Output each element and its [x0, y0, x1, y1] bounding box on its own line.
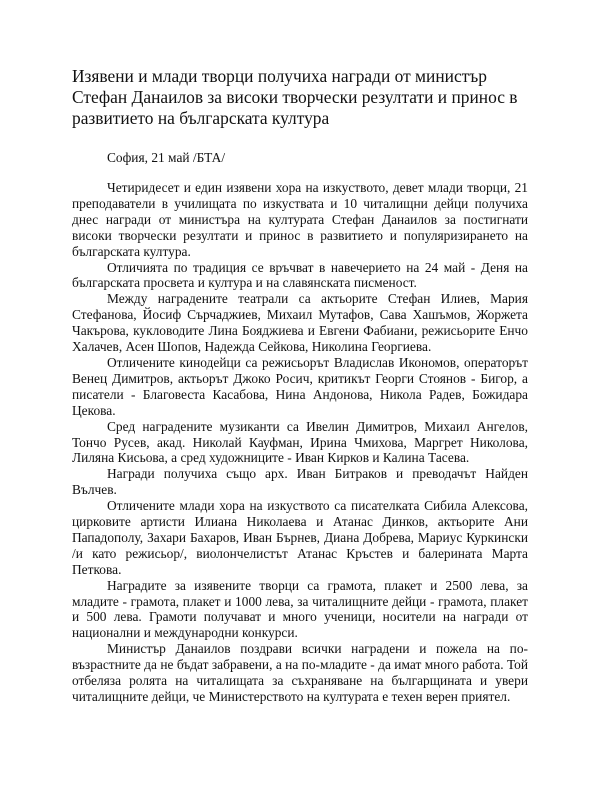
- article-title: Изявени и млади творци получиха награди от министър Стефан Данаилов за високи творчески резултати и принос в развитието на българската култура: [72, 66, 518, 128]
- paragraph: Отличените млади хора на изкуството са писателката Сибила Алексова, цирковите артисти Илиана Николаева и Атанас Динков, актьорите Ани Пападополу, Захари Бахаров, Иван Бърнев, Диана Добрева, Мариус Куркински /и като режисьор/, виолончелистът Атанас Кръстев и балерината Марта Петкова.: [72, 498, 528, 577]
- dateline: София, 21 май /БТА/: [107, 150, 226, 165]
- paragraph: Четиридесет и един изявени хора на изкуството, девет млади творци, 21 преподаватели в училищата по изкуствата и 10 читалищни дейци получиха днес награди от министъра на културата Стефан Данаилов за постигнати високи творчески резултати и принос в развитието и популяризирането на българската култура.: [72, 180, 528, 259]
- paragraph: Отличените кинодейци са режисьорът Владислав Икономов, операторът Венец Димитров, актьорът Джоко Росич, критикът Георги Стоянов - Бигор, а писатели - Благовеста Касабова, Нина Андонова, Никола Радев, Божидара Цекова.: [72, 354, 528, 418]
- paragraph: Между наградените театрали са актьорите Стефан Илиев, Мария Стефанова, Йосиф Сърчаджиев, Михаил Мутафов, Сава Хашъмов, Жоржета Чакърова, кукловодите Лина Бояджиева и Евгени Фабиани, режисьорите Енчо Халачев, Асен Шопов, Надежда Сейкова, Николина Георгиева.: [72, 291, 528, 355]
- paragraph: Наградите за изявените творци са грамота, плакет и 2500 лева, за младите - грамота, плакет и 1000 лева, за читалищните дейци - грамота, плакет и 500 лева. Грамоти получават и много ученици, носители на награди от национални и международни конкурси.: [72, 577, 528, 641]
- paragraph: Отличията по традиция се връчват в навечерието на 24 май - Деня на българската просвета и култура и на славянската писменост.: [72, 259, 528, 291]
- paragraph: Награди получиха също арх. Иван Битраков и преводачът Найден Вълчев.: [72, 466, 528, 498]
- paragraph: Сред наградените музиканти са Ивелин Димитров, Михаил Ангелов, Тончо Русев, акад. Николай Кауфман, Ирина Чмихова, Маргрет Николова, Лиляна Кисьова, а сред художниците - Иван Кирков и Калина Тасева.: [72, 418, 528, 466]
- article-body: [72, 180, 528, 705]
- paragraph: Министър Данаилов поздрави всички наградени и пожела на по-възрастните да не бъдат забравени, а на по-младите - да имат много работа. Той отбеляза ролята на читалищата за съхраняване на българщината и увери читалищните дейци, че Министерството на културата е техен верен приятел.: [72, 641, 528, 704]
